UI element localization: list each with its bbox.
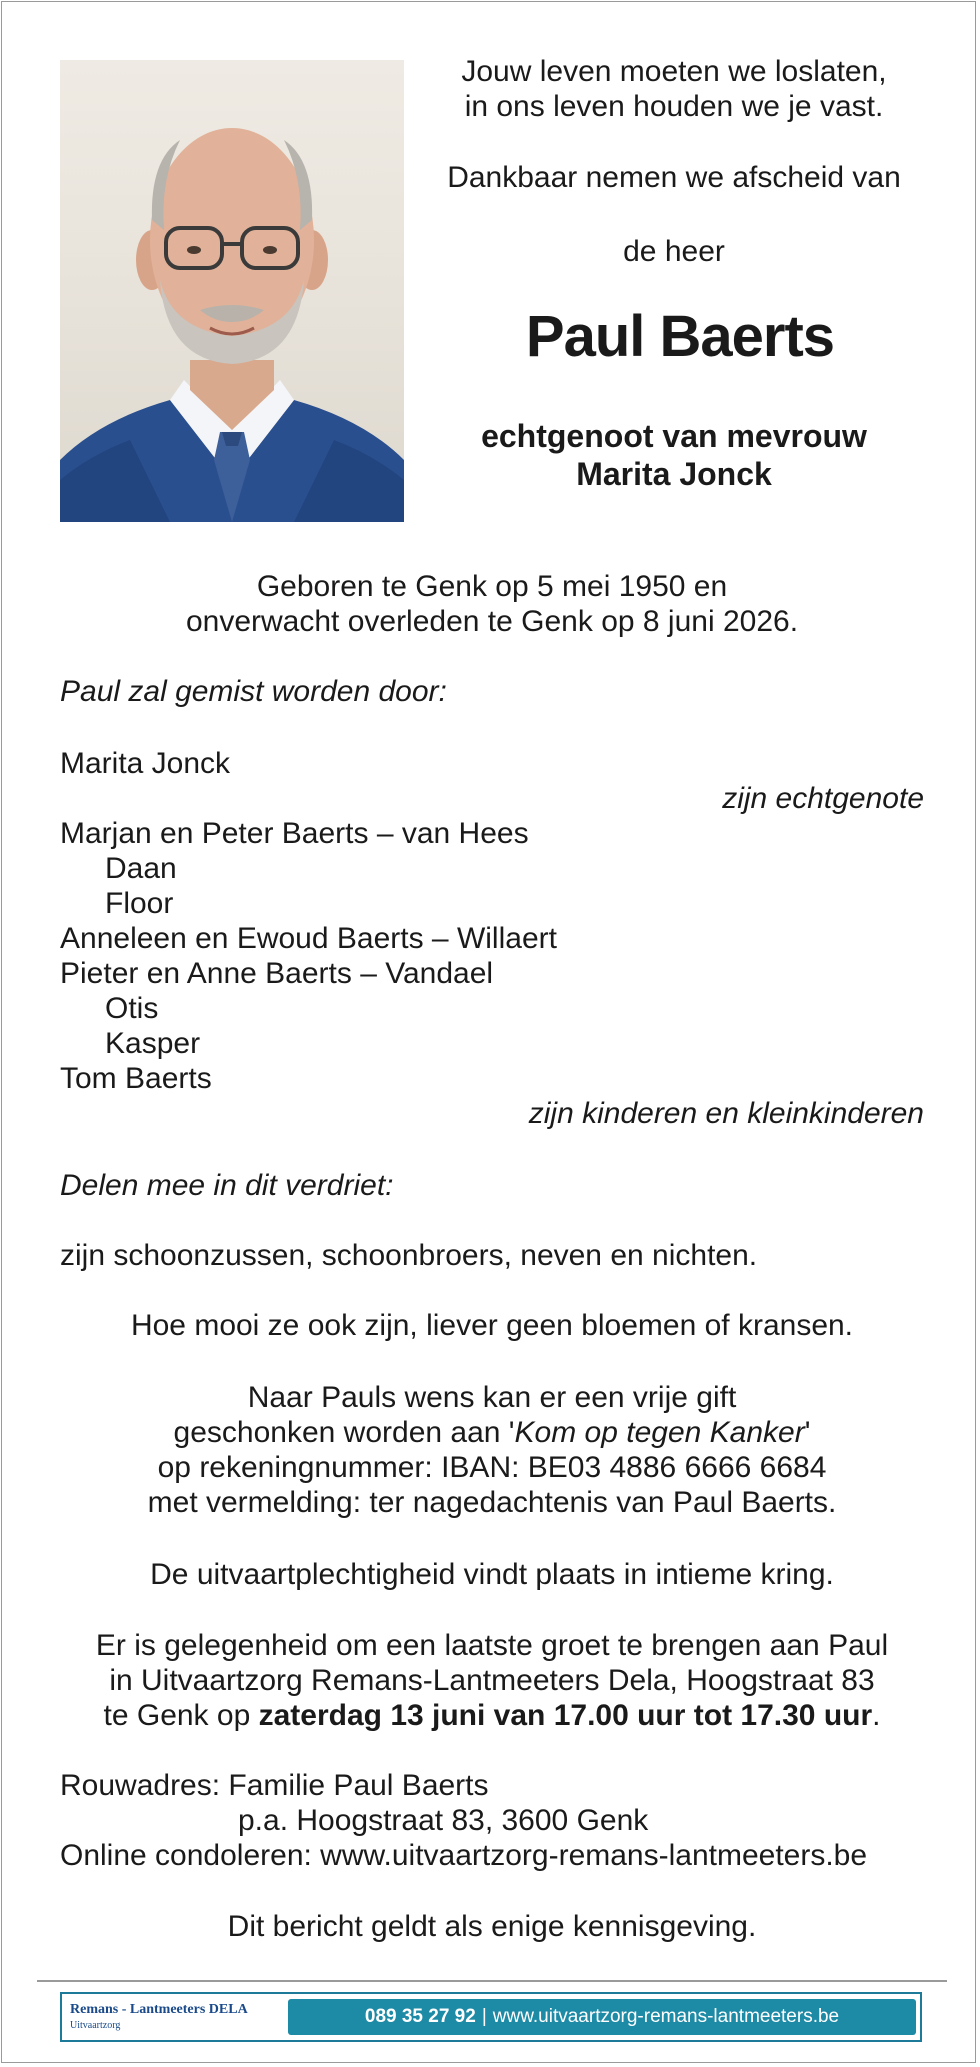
mourners-heading: Paul zal gemist worden door: (60, 675, 447, 708)
visit-line-3 (60, 1698, 924, 1733)
mourning-address-line-1: Rouwadres: Familie Paul Baerts (60, 1769, 489, 1802)
deceased-name: Paul Baerts (525, 304, 835, 369)
portrait-illustration (60, 60, 404, 522)
mourner-item: Floor (105, 887, 174, 920)
funeral-home-logo-subtitle: Uitvaartzorg (70, 2020, 121, 2031)
flowers-request: Hoe mooi ze ook zijn, liever geen bloemen of kransen. (130, 1309, 854, 1342)
mourner-item: Daan (105, 852, 177, 885)
gift-iban-line: op rekeningnummer: IBAN: BE03 4886 6666 6684 (157, 1451, 827, 1484)
mourner-item: Marjan en Peter Baerts – van Hees (60, 817, 529, 850)
visit-line-3-suffix: . (872, 1699, 881, 1732)
shared-grief-heading: Delen mee in dit verdriet: (60, 1169, 394, 1202)
website-link[interactable]: www.uitvaartzorg-remans-lantmeeters.be (492, 2006, 840, 2027)
family-role: zijn kinderen en kleinkinderen (528, 1097, 924, 1130)
title-prefix: de heer (623, 235, 725, 268)
intro-verse-line-1: Jouw leven moeten we loslaten, (461, 55, 887, 88)
birth-line-2: onverwacht overleden te Genk op 8 juni 2026. (185, 605, 799, 638)
gift-line-2 (60, 1415, 924, 1450)
gift-reference-line: met vermelding: ter nagedachtenis van Paul Baerts. (147, 1486, 837, 1519)
relatives-line: zijn schoonzussen, schoonbroers, neven en nichten. (60, 1239, 758, 1272)
visit-line-1: Er is gelegenheid om een laatste groet te brengen aan Paul (95, 1629, 889, 1662)
contact-separator: | (481, 2006, 487, 2027)
phone-number[interactable]: 089 35 27 92 (364, 2006, 476, 2027)
visit-line-2: in Uitvaartzorg Remans-Lantmeeters Dela, Hoogstraat 83 (109, 1664, 875, 1697)
death-notice-card (1, 1, 976, 2063)
funeral-home-logo: Remans - Lantmeeters DELA (70, 2002, 248, 2017)
visit-line-3-prefix: te Genk op (103, 1699, 259, 1732)
mourner-item: Kasper (105, 1027, 201, 1060)
mourning-address-line-2: p.a. Hoogstraat 83, 3600 Genk (238, 1804, 649, 1837)
birth-line-1: Geboren te Genk op 5 mei 1950 en (256, 570, 728, 603)
mourner-item: Anneleen en Ewoud Baerts – Willaert (60, 922, 557, 955)
notice-line: Dit bericht geldt als enige kennisgeving. (227, 1910, 757, 1943)
mourner-item: Pieter en Anne Baerts – Vandael (60, 957, 494, 990)
gift-line-1: Naar Pauls wens kan er een vrije gift (247, 1381, 737, 1414)
portrait-photo (60, 60, 404, 522)
mourner-item: Otis (105, 992, 159, 1025)
spouse-line-1: echtgenoot van mevrouw (481, 418, 867, 454)
ceremony-line: De uitvaartplechtigheid vindt plaats in intieme kring. (150, 1558, 834, 1591)
charity-name: Kom op tegen Kanker (514, 1416, 805, 1449)
intro-verse-line-2: in ons leven houden we je vast. (464, 90, 884, 123)
funeral-home-banner (60, 1992, 922, 2042)
gift-line-2-suffix: ' (804, 1416, 811, 1449)
spouse-role: zijn echtgenote (722, 782, 924, 815)
spouse-line-2: Marita Jonck (576, 456, 772, 492)
footer-divider (37, 1980, 947, 1982)
online-condolence-line[interactable]: Online condoleren: www.uitvaartzorg-remans-lantmeeters.be (60, 1839, 868, 1872)
farewell-line: Dankbaar nemen we afscheid van (447, 161, 901, 194)
mourner-item: Tom Baerts (60, 1062, 212, 1095)
visit-datetime: zaterdag 13 juni van 17.00 uur tot 17.30 uur (258, 1699, 873, 1732)
gift-line-2-prefix: geschonken worden aan ' (173, 1416, 515, 1449)
mourner-spouse: Marita Jonck (60, 747, 231, 780)
contact-bar (288, 1999, 916, 2035)
